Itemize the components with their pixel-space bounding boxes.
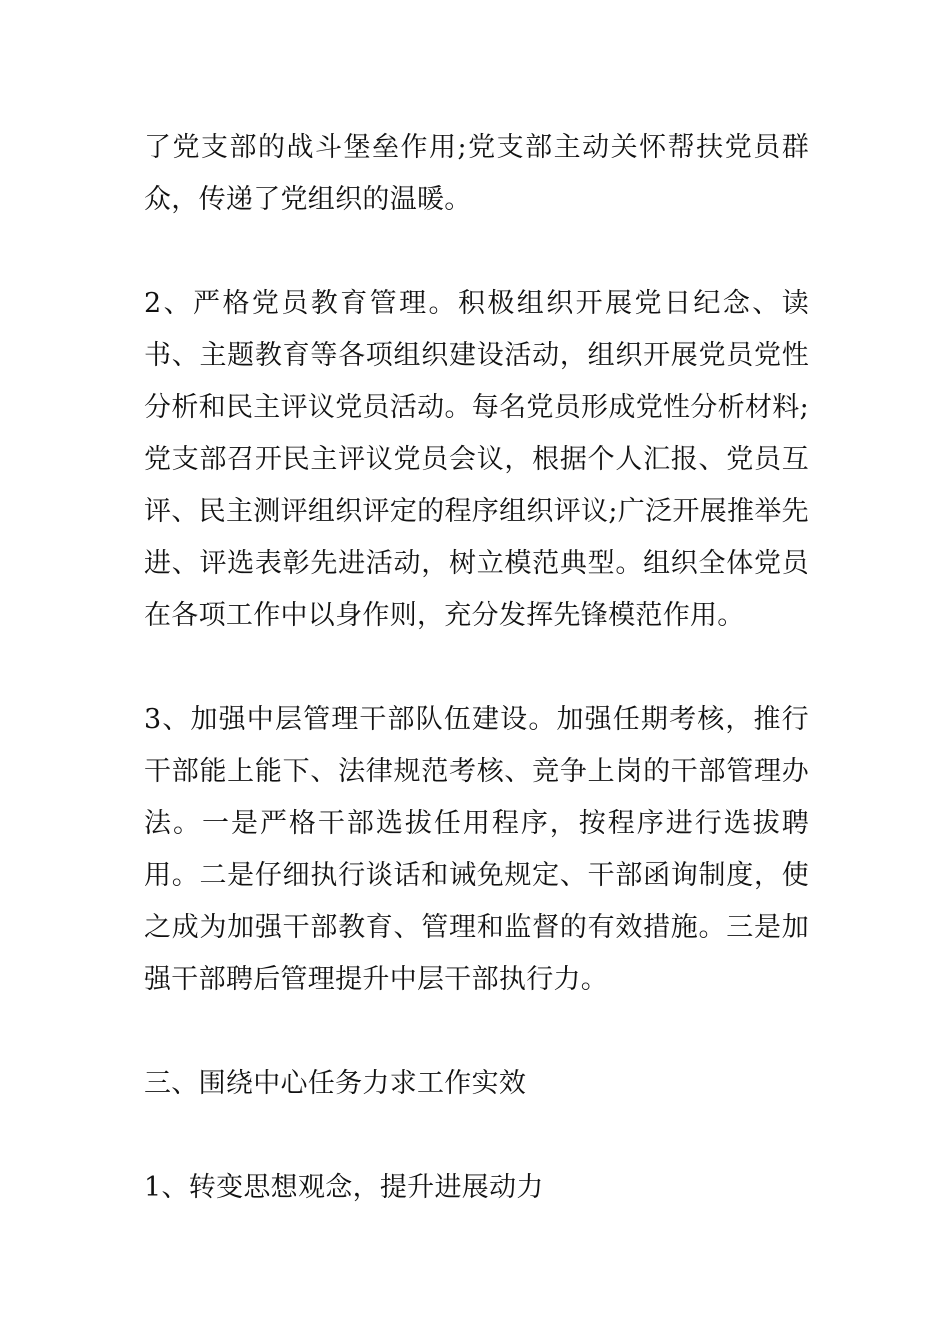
paragraph-gap bbox=[144, 226, 809, 278]
paragraph-gap bbox=[144, 1006, 809, 1058]
paragraph-gap bbox=[144, 1110, 809, 1162]
paragraph-continuation: 了党支部的战斗堡垒作用;党支部主动关怀帮扶党员群众，传递了党组织的温暖。 bbox=[144, 132, 809, 215]
document-body bbox=[144, 122, 809, 1214]
subsection-heading: 1、转变思想观念，提升进展动力 bbox=[144, 1172, 544, 1203]
section-heading: 三、围绕中心任务力求工作实效 bbox=[144, 1068, 527, 1099]
paragraph-gap bbox=[144, 642, 809, 694]
paragraph-item-2: 2、严格党员教育管理。积极组织开展党日纪念、读书、主题教育等各项组织建设活动，组织开展党员党性分析和民主评议党员活动。每名党员形成党性分析材料;党支部召开民主评议党员会议，根据个人汇报、党员互评、民主测评组织评定的程序组织评议;广泛开展推举先进、评选表彰先进活动，树立模范典型。组织全体党员在各项工作中以身作则，充分发挥先锋模范作用。 bbox=[144, 288, 809, 631]
paragraph-item-3: 3、加强中层管理干部队伍建设。加强任期考核，推行干部能上能下、法律规范考核、竞争上岗的干部管理办法。一是严格干部选拔任用程序，按程序进行选拔聘用。二是仔细执行谈话和诫免规定、干部函询制度，使之成为加强干部教育、管理和监督的有效措施。三是加强干部聘后管理提升中层干部执行力。 bbox=[144, 704, 809, 995]
